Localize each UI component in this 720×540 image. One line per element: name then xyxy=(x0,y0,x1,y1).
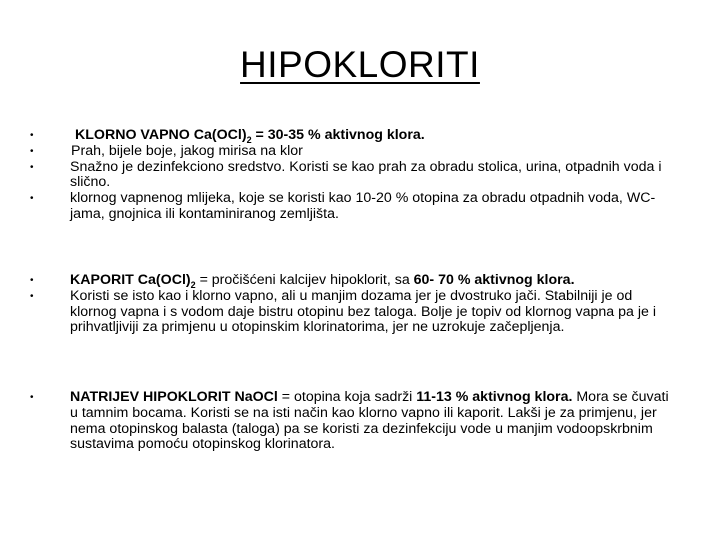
kaporit-desc-bold: 60- 70 % aktivnog klora. xyxy=(413,272,575,288)
klorno-vapno-name: KLORNO VAPNO xyxy=(75,127,190,143)
list-item xyxy=(30,273,670,289)
bullet-icon: • xyxy=(30,392,34,403)
slide-title xyxy=(0,44,720,86)
item-text: Koristi se isto kao i klorno vapno, ali u manjim dozama jer je dvostruko jači. Stabilniji je od klornog vapna i s vodom daje bistru otopinu bez taloga. Bolje je topiv od klornog vapna pa je i prihvatljiviji za primjenu u otopinskim klorinatorima, jer ne uzrokuje začepljenja. xyxy=(70,287,657,336)
kaporit-name: KAPORIT xyxy=(70,272,134,288)
kaporit-desc: = pročišćeni kalcijev hipoklorit, sa xyxy=(195,272,414,288)
list-item xyxy=(30,128,670,144)
natrijev-desc-bold: 11-13 % aktivnog klora. xyxy=(416,389,573,405)
bullet-icon: • xyxy=(30,275,34,286)
bullet-icon: • xyxy=(30,130,34,141)
natrijev-desc: = otopina koja sadrži xyxy=(277,389,417,405)
list-item xyxy=(30,160,670,192)
natrijev-formula: NaOCl xyxy=(234,389,278,405)
list-item xyxy=(30,289,670,336)
natrijev-name: NATRIJEV HIPOKLORIT xyxy=(70,389,231,405)
bullet-icon: • xyxy=(30,290,34,302)
kaporit-formula: $Ca(OCl)_2$ xyxy=(137,272,196,290)
slide-title-text: HIPOKLORITI xyxy=(240,44,480,85)
item-text: Prah, bijele boje, jakog mirisa na klor xyxy=(71,142,303,159)
bullet-icon: • xyxy=(30,193,34,205)
natrijev-desc-rest: Mora se čuvati u tamnim bocama. Koristi se na isti način kao klorno vapno ili kaporit. Lakši je za primjenu, jer nema otopinskog balasta (taloga) pa se koristi za dezinfekciju vode u manjim vodoopskrbnim sustavima pomoću otopinskog klorinatora. xyxy=(70,389,669,453)
item-text: klornog vapnenog mlijeka, koje se koristi kao 10-20 % otopina za obradu otpadnih voda, WC-jama, gnojnica ili kontaminiranog zemljišta. xyxy=(70,190,656,222)
item-text: Snažno je dezinfekciono sredstvo. Koristi se kao prah za obradu stolica, urina, otpadnih voda i slično. xyxy=(70,158,662,191)
klorno-vapno-desc: = 30-35 % aktivnog klora. xyxy=(251,127,425,143)
bullet-icon: • xyxy=(30,161,34,173)
bullet-icon: • xyxy=(30,145,34,157)
section-kaporit xyxy=(30,273,670,336)
section-natrijev-hipoklorit xyxy=(30,390,670,453)
section-klorno-vapno xyxy=(30,128,670,223)
list-item xyxy=(30,390,670,453)
list-item xyxy=(30,191,670,223)
list-item xyxy=(30,144,670,160)
klorno-vapno-formula: $Ca(OCl)_2$ xyxy=(193,127,252,145)
